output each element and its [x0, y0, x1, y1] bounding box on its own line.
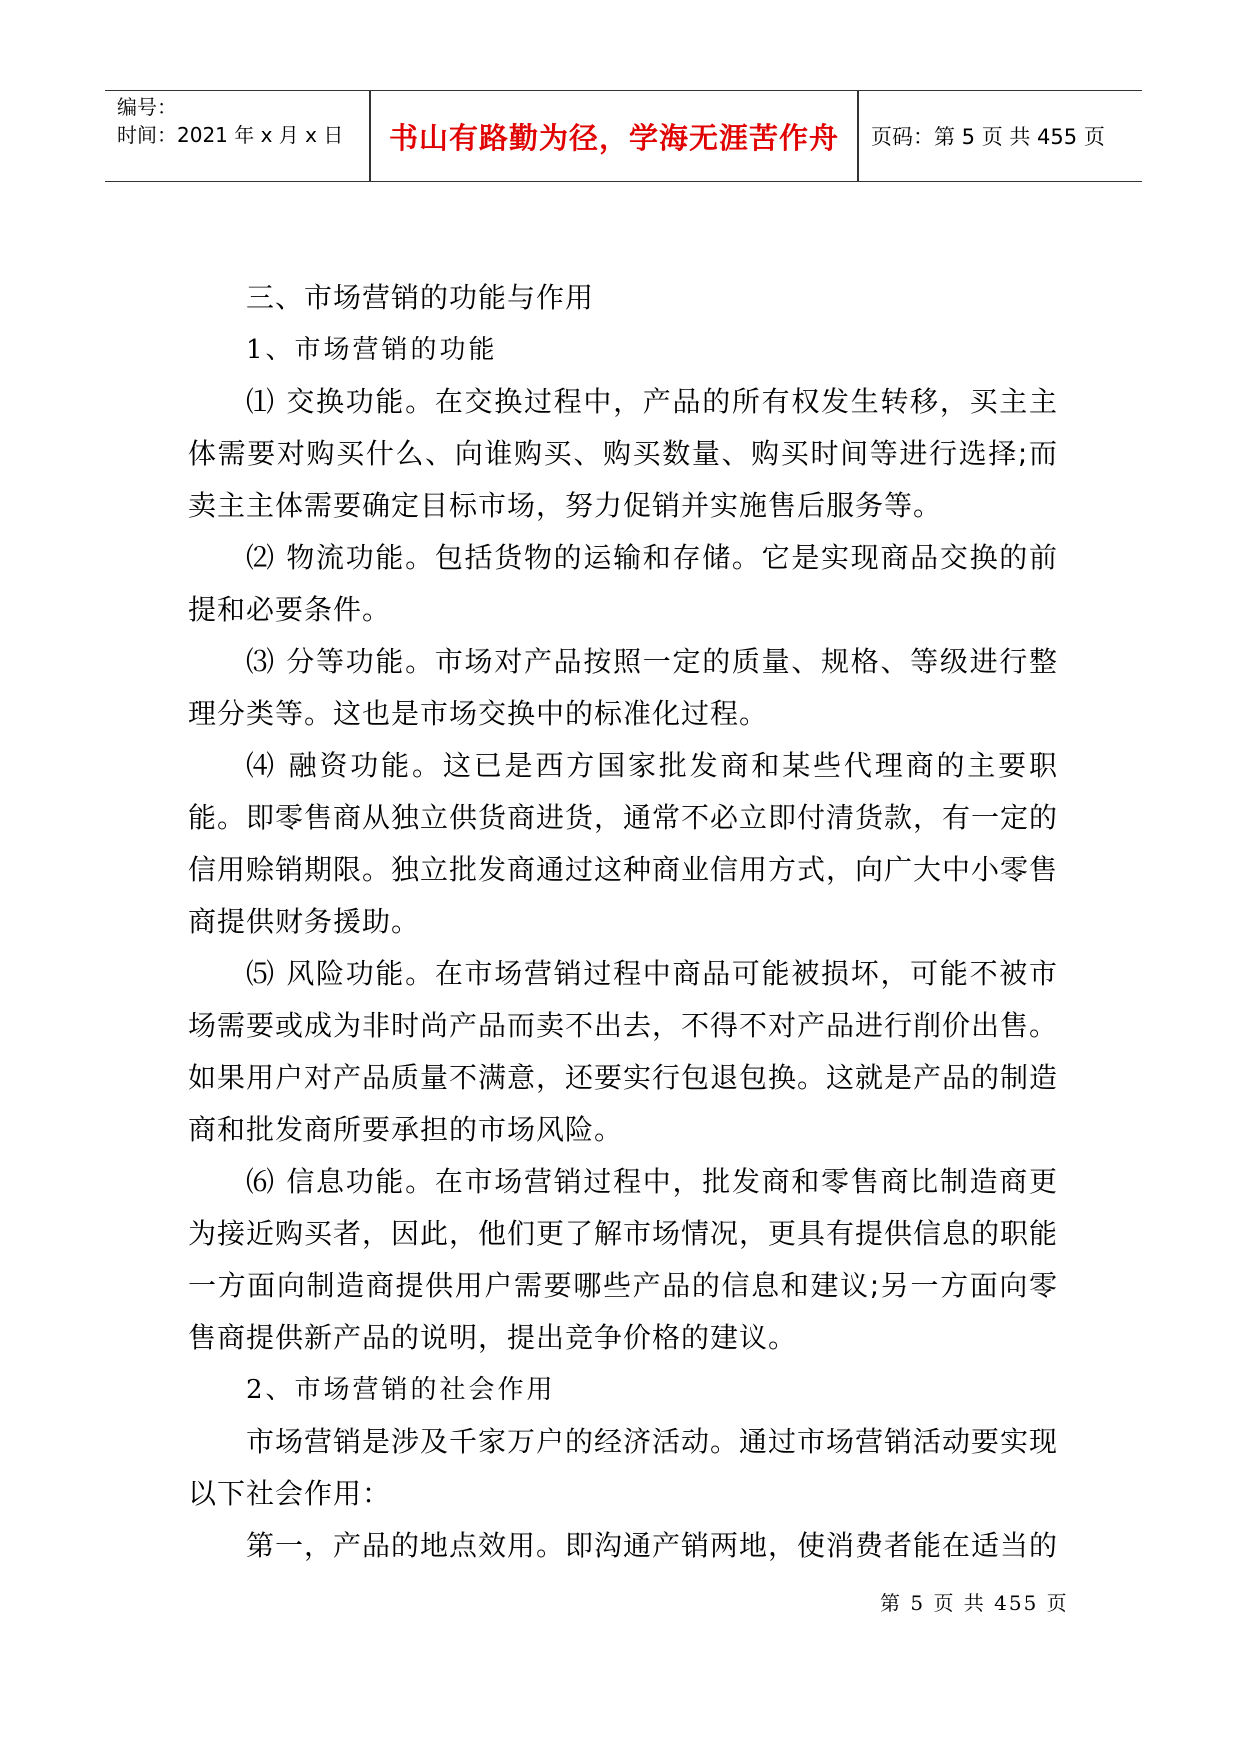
document-body: [188, 272, 1058, 1572]
subsection-heading-social-role: 2、市场营销的社会作用: [246, 1375, 556, 1405]
section-heading: 三、市场营销的功能与作用: [246, 281, 595, 314]
paragraph-financing-function: ⑷ 融资功能。这已是西方国家批发商和某些代理商的主要职能。即零售商从独立供货商进货，通常不必立即付清货款，有一定的信用赊销期限。独立批发商通过这种商业信用方式，向广大中小零售商提供财务援助。: [188, 749, 1059, 938]
paragraph-information-function: ⑹ 信息功能。在市场营销过程中，批发商和零售商比制造商更为接近购买者，因此，他们更了解市场情况，更具有提供信息的职能一方面向制造商提供用户需要哪些产品的信息和建议;另一方面向零售商提供新产品的说明，提出竞争价格的建议。: [188, 1165, 1059, 1354]
paragraph-exchange-function: ⑴ 交换功能。在交换过程中，产品的所有权发生转移，买主主体需要对购买什么、向谁购买、购买数量、购买时间等进行选择;而卖主主体需要确定目标市场，努力促销并实施售后服务等。: [188, 385, 1058, 522]
subsection-heading-functions: 1、市场营销的功能: [246, 335, 498, 365]
paragraph-logistics-function: ⑵ 物流功能。包括货物的运输和存储。它是实现商品交换的前提和必要条件。: [188, 541, 1058, 626]
header-page-info: 页码：第 5 页 共 455 页: [871, 125, 1105, 149]
paragraph-risk-function: ⑸ 风险功能。在市场营销过程中商品可能被损坏，可能不被市场需要或成为非时尚产品而卖不出去，不得不对产品进行削价出售。如果用户对产品质量不满意，还要实行包退包换。这就是产品的制造商和批发商所要承担的市场风险。: [188, 957, 1059, 1146]
header-time-label: 时间：2021 年 x 月 x 日: [117, 123, 344, 147]
paragraph-social-role-intro: 市场营销是涉及千家万户的经济活动。通过市场营销活动要实现以下社会作用：: [188, 1425, 1059, 1510]
header-meta: [117, 91, 369, 183]
paragraph-place-utility: 第一，产品的地点效用。即沟通产销两地，使消费者能在适当的: [246, 1529, 1059, 1562]
header-motto: 书山有路勤为径，学海无涯苦作舟: [388, 120, 839, 155]
page-footer: 第 5 页 共 455 页: [880, 1591, 1069, 1615]
paragraph-grading-function: ⑶ 分等功能。市场对产品按照一定的质量、规格、等级进行整理分类等。这也是市场交换中的标准化过程。: [188, 645, 1058, 730]
document-header: [105, 90, 1142, 182]
header-number-label: 编号：: [117, 95, 177, 119]
header-divider: [857, 91, 859, 181]
